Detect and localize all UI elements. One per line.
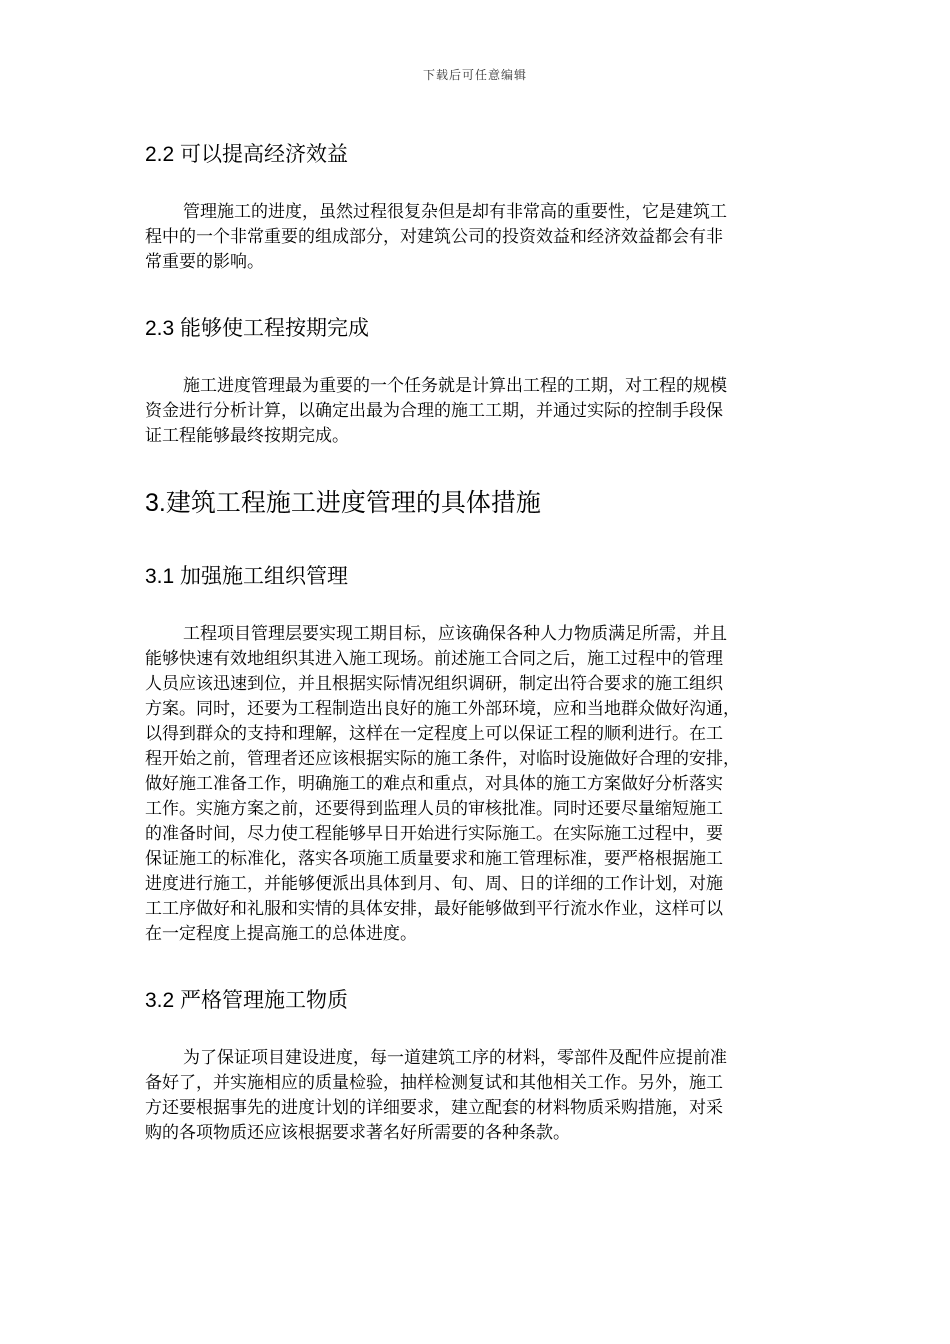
- paragraph-line: 进度进行施工，并能够便派出具体到月、旬、周、日的详细的工作计划，对施: [145, 874, 723, 894]
- paragraph-line: 备好了，并实施相应的质量检验，抽样检测复试和其他相关工作。另外，施工: [145, 1073, 723, 1093]
- paragraph-line: 购的各项物质还应该根据要求著名好所需要的各种条款。: [145, 1123, 570, 1143]
- section-heading-3-2: 3.2 严格管理施工物质: [145, 989, 349, 1012]
- paragraph-line: 工工序做好和礼服和实情的具体安排，最好能够做到平行流水作业，这样可以: [145, 899, 723, 919]
- section-heading-2-3: 2.3 能够使工程按期完成: [145, 317, 370, 340]
- paragraph-line: 工作。实施方案之前，还要得到监理人员的审核批准。同时还要尽量缩短施工: [145, 799, 723, 819]
- paragraph-line: 人员应该迅速到位，并且根据实际情况组织调研，制定出符合要求的施工组织: [145, 674, 723, 694]
- paragraph-2-2: [145, 200, 815, 275]
- chapter-heading-3: 3.建筑工程施工进度管理的具体措施: [145, 489, 541, 517]
- paragraph-line: 方还要根据事先的进度计划的详细要求，建立配套的材料物质采购措施，对采: [145, 1098, 723, 1118]
- paragraph-line: 资金进行分析计算，以确定出最为合理的施工工期，并通过实际的控制手段保: [145, 401, 723, 421]
- paragraph-line: 方案。同时，还要为工程制造出良好的施工外部环境，应和当地群众做好沟通，: [145, 699, 740, 719]
- paragraph-line: 为了保证项目建设进度，每一道建筑工序的材料，零部件及配件应提前准: [183, 1048, 727, 1068]
- paragraph-line: 做好施工准备工作，明确施工的难点和重点，对具体的施工方案做好分析落实: [145, 774, 723, 794]
- paragraph-line: 保证施工的标准化，落实各项施工质量要求和施工管理标准，要严格根据施工: [145, 849, 723, 869]
- paragraph-line: 在一定程度上提高施工的总体进度。: [145, 924, 417, 944]
- paragraph-line: 的准备时间，尽力使工程能够早日开始进行实际施工。在实际施工过程中，要: [145, 824, 723, 844]
- header-note: 下载后可任意编辑: [422, 68, 527, 82]
- paragraph-line: 施工进度管理最为重要的一个任务就是计算出工程的工期，对工程的规模: [183, 376, 727, 396]
- paragraph-2-3: [145, 374, 815, 449]
- paragraph-line: 能够快速有效地组织其进入施工现场。前述施工合同之后，施工过程中的管理: [145, 649, 723, 669]
- paragraph-line: 程中的一个非常重要的组成部分，对建筑公司的投资效益和经济效益都会有非: [145, 227, 723, 247]
- paragraph-line: 以得到群众的支持和理解，这样在一定程度上可以保证工程的顺利进行。在工: [145, 724, 723, 744]
- paragraph-line: 管理施工的进度，虽然过程很复杂但是却有非常高的重要性，它是建筑工: [183, 202, 727, 222]
- paragraph-line: 工程项目管理层要实现工期目标，应该确保各种人力物质满足所需，并且: [183, 624, 727, 644]
- paragraph-3-1: [145, 622, 815, 947]
- section-heading-2-2: 2.2 可以提高经济效益: [145, 143, 349, 166]
- paragraph-line: 常重要的影响。: [145, 252, 264, 272]
- paragraph-line: 程开始之前，管理者还应该根据实际的施工条件，对临时设施做好合理的安排，: [145, 749, 740, 769]
- paragraph-line: 证工程能够最终按期完成。: [145, 426, 349, 446]
- paragraph-3-2: [145, 1046, 815, 1146]
- section-heading-3-1: 3.1 加强施工组织管理: [145, 565, 349, 588]
